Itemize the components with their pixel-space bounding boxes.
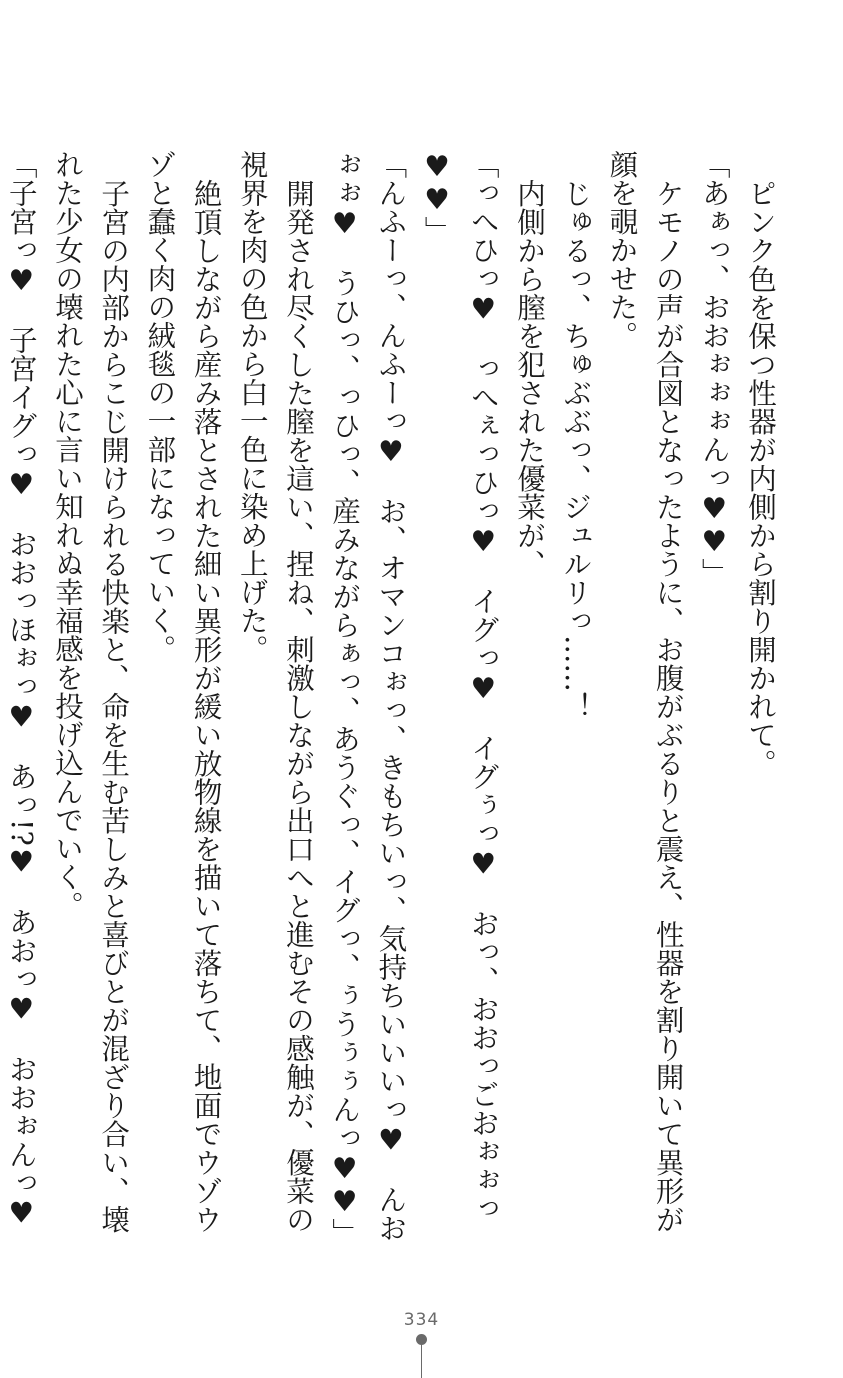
novel-text-body (4, 150, 783, 1260)
paragraph-11: 「子宮っ♥ 子宮イグっ♥ おおっほぉっ♥ あっ!?♥ あおっ♥ おおぉんっ♥ (4, 150, 38, 1230)
paragraph-5: 内側から膣を犯された優菜が、 (512, 178, 546, 578)
paragraph-7: 「んふーっ、んふーっ♥ お、オマンコぉっ、きもちいっ、気持ちいいいっ♥ んおぉぉ♥ うひっ、っひっ、産みながらぁっ、あうぐっ、イグっ、ぅうぅぅんっ♥♥」 (328, 150, 408, 1247)
paragraph-2: 「あぁっ、おおぉぉぉんっ♥♥」 (697, 150, 731, 587)
paragraph-8: 開発され尽くした膣を這い、捏ね、刺激しながら出口へと進むその感触が、優菜の視界を肉の色から白一色に染め上げた。 (235, 150, 315, 1233)
paragraph-1: ピンク色を保つ性器が内側から割り開かれて。 (744, 178, 777, 777)
page-marker-line (421, 1344, 422, 1378)
paragraph-4: じゅるっ、ちゅぶぶっ、ジュルリっ……！ (559, 178, 593, 720)
paragraph-6: 「っへひっ♥ っへぇっひっ♥ イグっ♥ イグぅっ♥ おっ、おおっごおぉぉっ♥♥」 (420, 150, 500, 1223)
paragraph-3: ケモノの声が合図となったように、お腹がぶるりと震え、性器を割り開いて異形が顔を覗かせた。 (605, 150, 685, 1233)
paragraph-9: 絶頂しながら産み落とされた細い異形が緩い放物線を描いて落ちて、地面でウゾウゾと蠢く肉の絨毯の一部になっていく。 (143, 150, 223, 1233)
paragraph-10: 子宮の内部からこじ開けられる快楽と、命を生む苦しみと喜びとが混ざり合い、壊れた少女の壊れた心に言い知れぬ幸福感を投げ込んでいく。 (50, 150, 131, 1233)
page-number: 334 (403, 1310, 440, 1330)
